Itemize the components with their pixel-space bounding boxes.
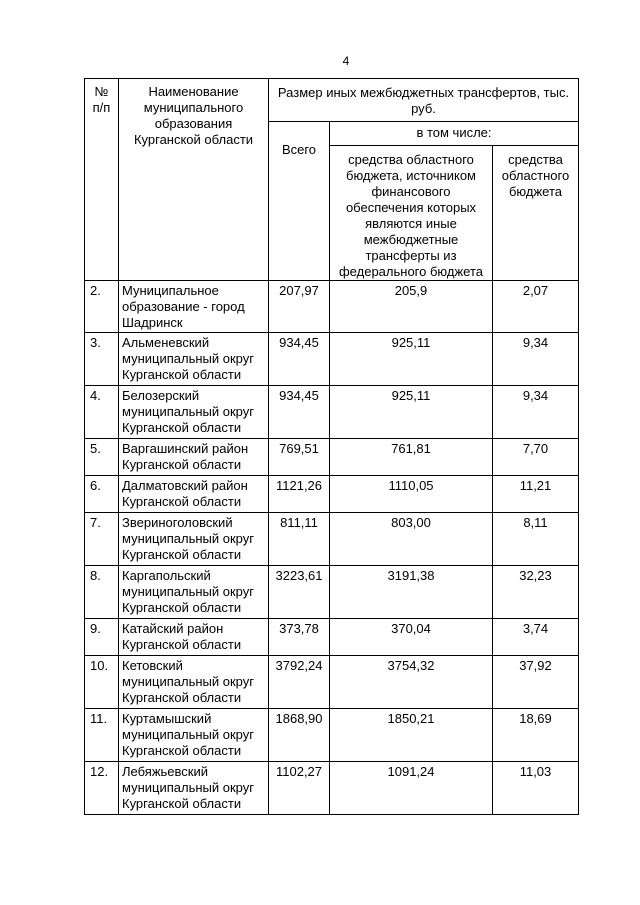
row-total: 934,45 (269, 386, 330, 439)
row-name: Катайский район Курганской области (119, 619, 269, 656)
row-name: Кетовский муниципальный округ Курганской области (119, 656, 269, 709)
row-total: 1121,26 (269, 476, 330, 513)
row-regional: 18,69 (493, 709, 579, 762)
row-num: 10. (85, 656, 119, 709)
header-federal (330, 146, 493, 281)
row-name: Лебяжьевский муниципальный округ Курганской области (119, 762, 269, 815)
table-row (85, 281, 579, 333)
row-federal: 1110,05 (330, 476, 493, 513)
row-regional: 11,21 (493, 476, 579, 513)
header-num-label: № п/п (92, 84, 111, 115)
row-total: 1102,27 (269, 762, 330, 815)
row-total: 3792,24 (269, 656, 330, 709)
table-row (85, 566, 579, 619)
row-name: Звериноголовский муниципальный округ Курганской области (119, 513, 269, 566)
header-total-label: Всего (281, 142, 317, 157)
table-row (85, 656, 579, 709)
table-row (85, 709, 579, 762)
row-name: Далматовский район Курганской области (119, 476, 269, 513)
row-num: 8. (85, 566, 119, 619)
table-body (85, 281, 579, 815)
row-regional: 7,70 (493, 439, 579, 476)
table-row (85, 439, 579, 476)
row-name: Каргапольский муниципальный округ Курганской области (119, 566, 269, 619)
row-num: 5. (85, 439, 119, 476)
header-including (330, 122, 579, 146)
row-federal: 3191,38 (330, 566, 493, 619)
header-size (269, 79, 579, 122)
page-number: 4 (342, 54, 350, 68)
row-name: Куртамышский муниципальный округ Курганской области (119, 709, 269, 762)
header-name (119, 79, 269, 281)
row-federal: 925,11 (330, 386, 493, 439)
row-total: 1868,90 (269, 709, 330, 762)
row-name: Варгашинский район Курганской области (119, 439, 269, 476)
header-regional-label: средства областного бюджета (501, 152, 570, 199)
row-federal: 925,11 (330, 333, 493, 386)
table-header (85, 79, 579, 281)
row-name: Муниципальное образование - город Шадринск (119, 281, 269, 333)
row-total: 934,45 (269, 333, 330, 386)
row-num: 4. (85, 386, 119, 439)
row-total: 811,11 (269, 513, 330, 566)
row-num: 7. (85, 513, 119, 566)
row-regional: 9,34 (493, 386, 579, 439)
row-regional: 3,74 (493, 619, 579, 656)
transfers-table (84, 78, 579, 815)
row-num: 9. (85, 619, 119, 656)
header-num (85, 79, 119, 281)
row-federal: 761,81 (330, 439, 493, 476)
row-num: 6. (85, 476, 119, 513)
header-regional (493, 146, 579, 281)
row-federal: 205,9 (330, 281, 493, 333)
table-row (85, 476, 579, 513)
table-row (85, 333, 579, 386)
row-regional: 9,34 (493, 333, 579, 386)
row-regional: 37,92 (493, 656, 579, 709)
row-regional: 2,07 (493, 281, 579, 333)
header-total (269, 122, 330, 281)
row-total: 373,78 (269, 619, 330, 656)
row-num: 3. (85, 333, 119, 386)
row-total: 3223,61 (269, 566, 330, 619)
row-federal: 1850,21 (330, 709, 493, 762)
row-federal: 3754,32 (330, 656, 493, 709)
row-regional: 32,23 (493, 566, 579, 619)
row-total: 769,51 (269, 439, 330, 476)
header-including-label: в том числе: (416, 125, 492, 140)
row-num: 11. (85, 709, 119, 762)
row-name: Белозерский муниципальный округ Курганской области (119, 386, 269, 439)
row-regional: 11,03 (493, 762, 579, 815)
table-row (85, 619, 579, 656)
row-regional: 8,11 (493, 513, 579, 566)
header-size-label: Размер иных межбюджетных трансфертов, тыс. руб. (277, 85, 570, 116)
row-federal: 1091,24 (330, 762, 493, 815)
row-federal: 370,04 (330, 619, 493, 656)
row-name: Альменевский муниципальный округ Курганской области (119, 333, 269, 386)
table-row (85, 762, 579, 815)
row-num: 12. (85, 762, 119, 815)
table-row (85, 513, 579, 566)
table-row (85, 386, 579, 439)
row-num: 2. (85, 281, 119, 333)
row-total: 207,97 (269, 281, 330, 333)
row-federal: 803,00 (330, 513, 493, 566)
header-federal-label: средства областного бюджета, источником финансового обеспечения которых являются иные межбюджетные трансферты из федерального бюджета (338, 152, 483, 279)
header-name-label: Наименование муниципального образования Курганской области (133, 84, 254, 147)
